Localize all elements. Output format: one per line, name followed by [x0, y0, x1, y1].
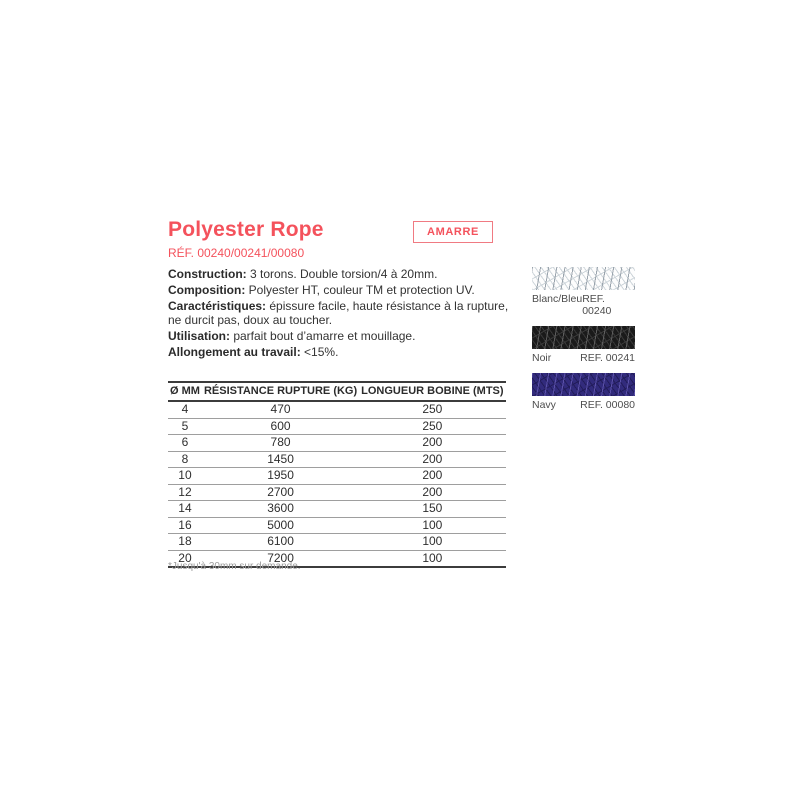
cell-diameter: 8	[168, 451, 202, 468]
cell-spool-length: 200	[359, 468, 505, 485]
cell-breaking-strength: 7200	[202, 550, 359, 567]
table-row	[168, 534, 506, 551]
cell-diameter: 18	[168, 534, 202, 551]
rope-texture-swatch	[532, 373, 635, 396]
spec-text: <15%.	[300, 345, 339, 359]
color-swatch-list	[532, 267, 635, 420]
spec-label: Utilisation:	[168, 329, 230, 343]
spec-text: Polyester HT, couleur TM et protection UV.	[245, 283, 475, 297]
cell-spool-length: 100	[359, 517, 505, 534]
footnote: *Jusqu'à 30mm sur demande.	[168, 561, 301, 572]
spec-line	[168, 299, 514, 327]
color-swatch-item	[532, 267, 635, 317]
cell-spool-length: 200	[359, 435, 505, 452]
cell-spool-length: 250	[359, 401, 505, 418]
table-row	[168, 451, 506, 468]
spec-text: 3 torons. Double torsion/4 à 20mm.	[246, 267, 438, 281]
spec-line	[168, 345, 514, 359]
color-swatch-item	[532, 373, 635, 411]
cell-breaking-strength: 1450	[202, 451, 359, 468]
table-row	[168, 517, 506, 534]
swatch-ref: REF. 00241	[580, 352, 635, 364]
dimensions-table	[168, 381, 506, 568]
cell-diameter: 16	[168, 517, 202, 534]
table-row	[168, 501, 506, 518]
spec-label: Construction:	[168, 267, 247, 281]
cell-breaking-strength: 780	[202, 435, 359, 452]
table-row	[168, 484, 506, 501]
cell-diameter: 14	[168, 501, 202, 518]
spec-line	[168, 283, 514, 297]
cell-diameter: 12	[168, 484, 202, 501]
rope-texture-swatch	[532, 267, 635, 290]
col-header-breaking-strength: RÉSISTANCE RUPTURE (KG)	[202, 382, 359, 401]
spec-text: parfait bout d’amarre et mouillage.	[230, 329, 416, 343]
cell-breaking-strength: 6100	[202, 534, 359, 551]
cell-diameter: 10	[168, 468, 202, 485]
cell-spool-length: 100	[359, 534, 505, 551]
cell-breaking-strength: 600	[202, 418, 359, 435]
product-title: Polyester Rope	[168, 218, 324, 241]
spec-label: Caractéristiques:	[168, 299, 267, 313]
spec-list	[168, 267, 514, 361]
swatch-color-name: Navy	[532, 399, 556, 411]
cell-breaking-strength: 3600	[202, 501, 359, 518]
table-header-row	[168, 382, 506, 401]
cell-diameter: 6	[168, 435, 202, 452]
category-badge: AMARRE	[413, 221, 493, 243]
cell-spool-length: 200	[359, 451, 505, 468]
cell-spool-length: 100	[359, 550, 505, 567]
cell-spool-length: 150	[359, 501, 505, 518]
table-row	[168, 418, 506, 435]
cell-spool-length: 200	[359, 484, 505, 501]
cell-breaking-strength: 2700	[202, 484, 359, 501]
spec-label: Composition:	[168, 283, 246, 297]
swatch-color-name: Blanc/Bleu	[532, 293, 583, 305]
col-header-diameter: Ø MM	[168, 382, 202, 401]
product-ref: RÉF. 00240/00241/00080	[168, 246, 305, 260]
rope-texture-swatch	[532, 326, 635, 349]
spec-line	[168, 267, 514, 281]
table-row	[168, 401, 506, 418]
cell-diameter: 4	[168, 401, 202, 418]
table-row	[168, 468, 506, 485]
swatch-color-name: Noir	[532, 352, 552, 364]
swatch-ref: REF. 00080	[580, 399, 635, 411]
spec-label: Allongement au travail:	[168, 345, 301, 359]
cell-diameter: 5	[168, 418, 202, 435]
cell-breaking-strength: 1950	[202, 468, 359, 485]
color-swatch-item	[532, 326, 635, 364]
table-row	[168, 435, 506, 452]
spec-text: épissure facile, haute résistance à la rupture, ne durcit pas, doux au toucher.	[168, 299, 509, 327]
cell-breaking-strength: 5000	[202, 517, 359, 534]
col-header-spool-length: LONGUEUR BOBINE (MTS)	[359, 382, 505, 401]
swatch-ref: REF. 00240	[582, 293, 612, 317]
cell-spool-length: 250	[359, 418, 505, 435]
spec-line	[168, 329, 514, 343]
cell-diameter: 20	[168, 550, 202, 567]
cell-breaking-strength: 470	[202, 401, 359, 418]
